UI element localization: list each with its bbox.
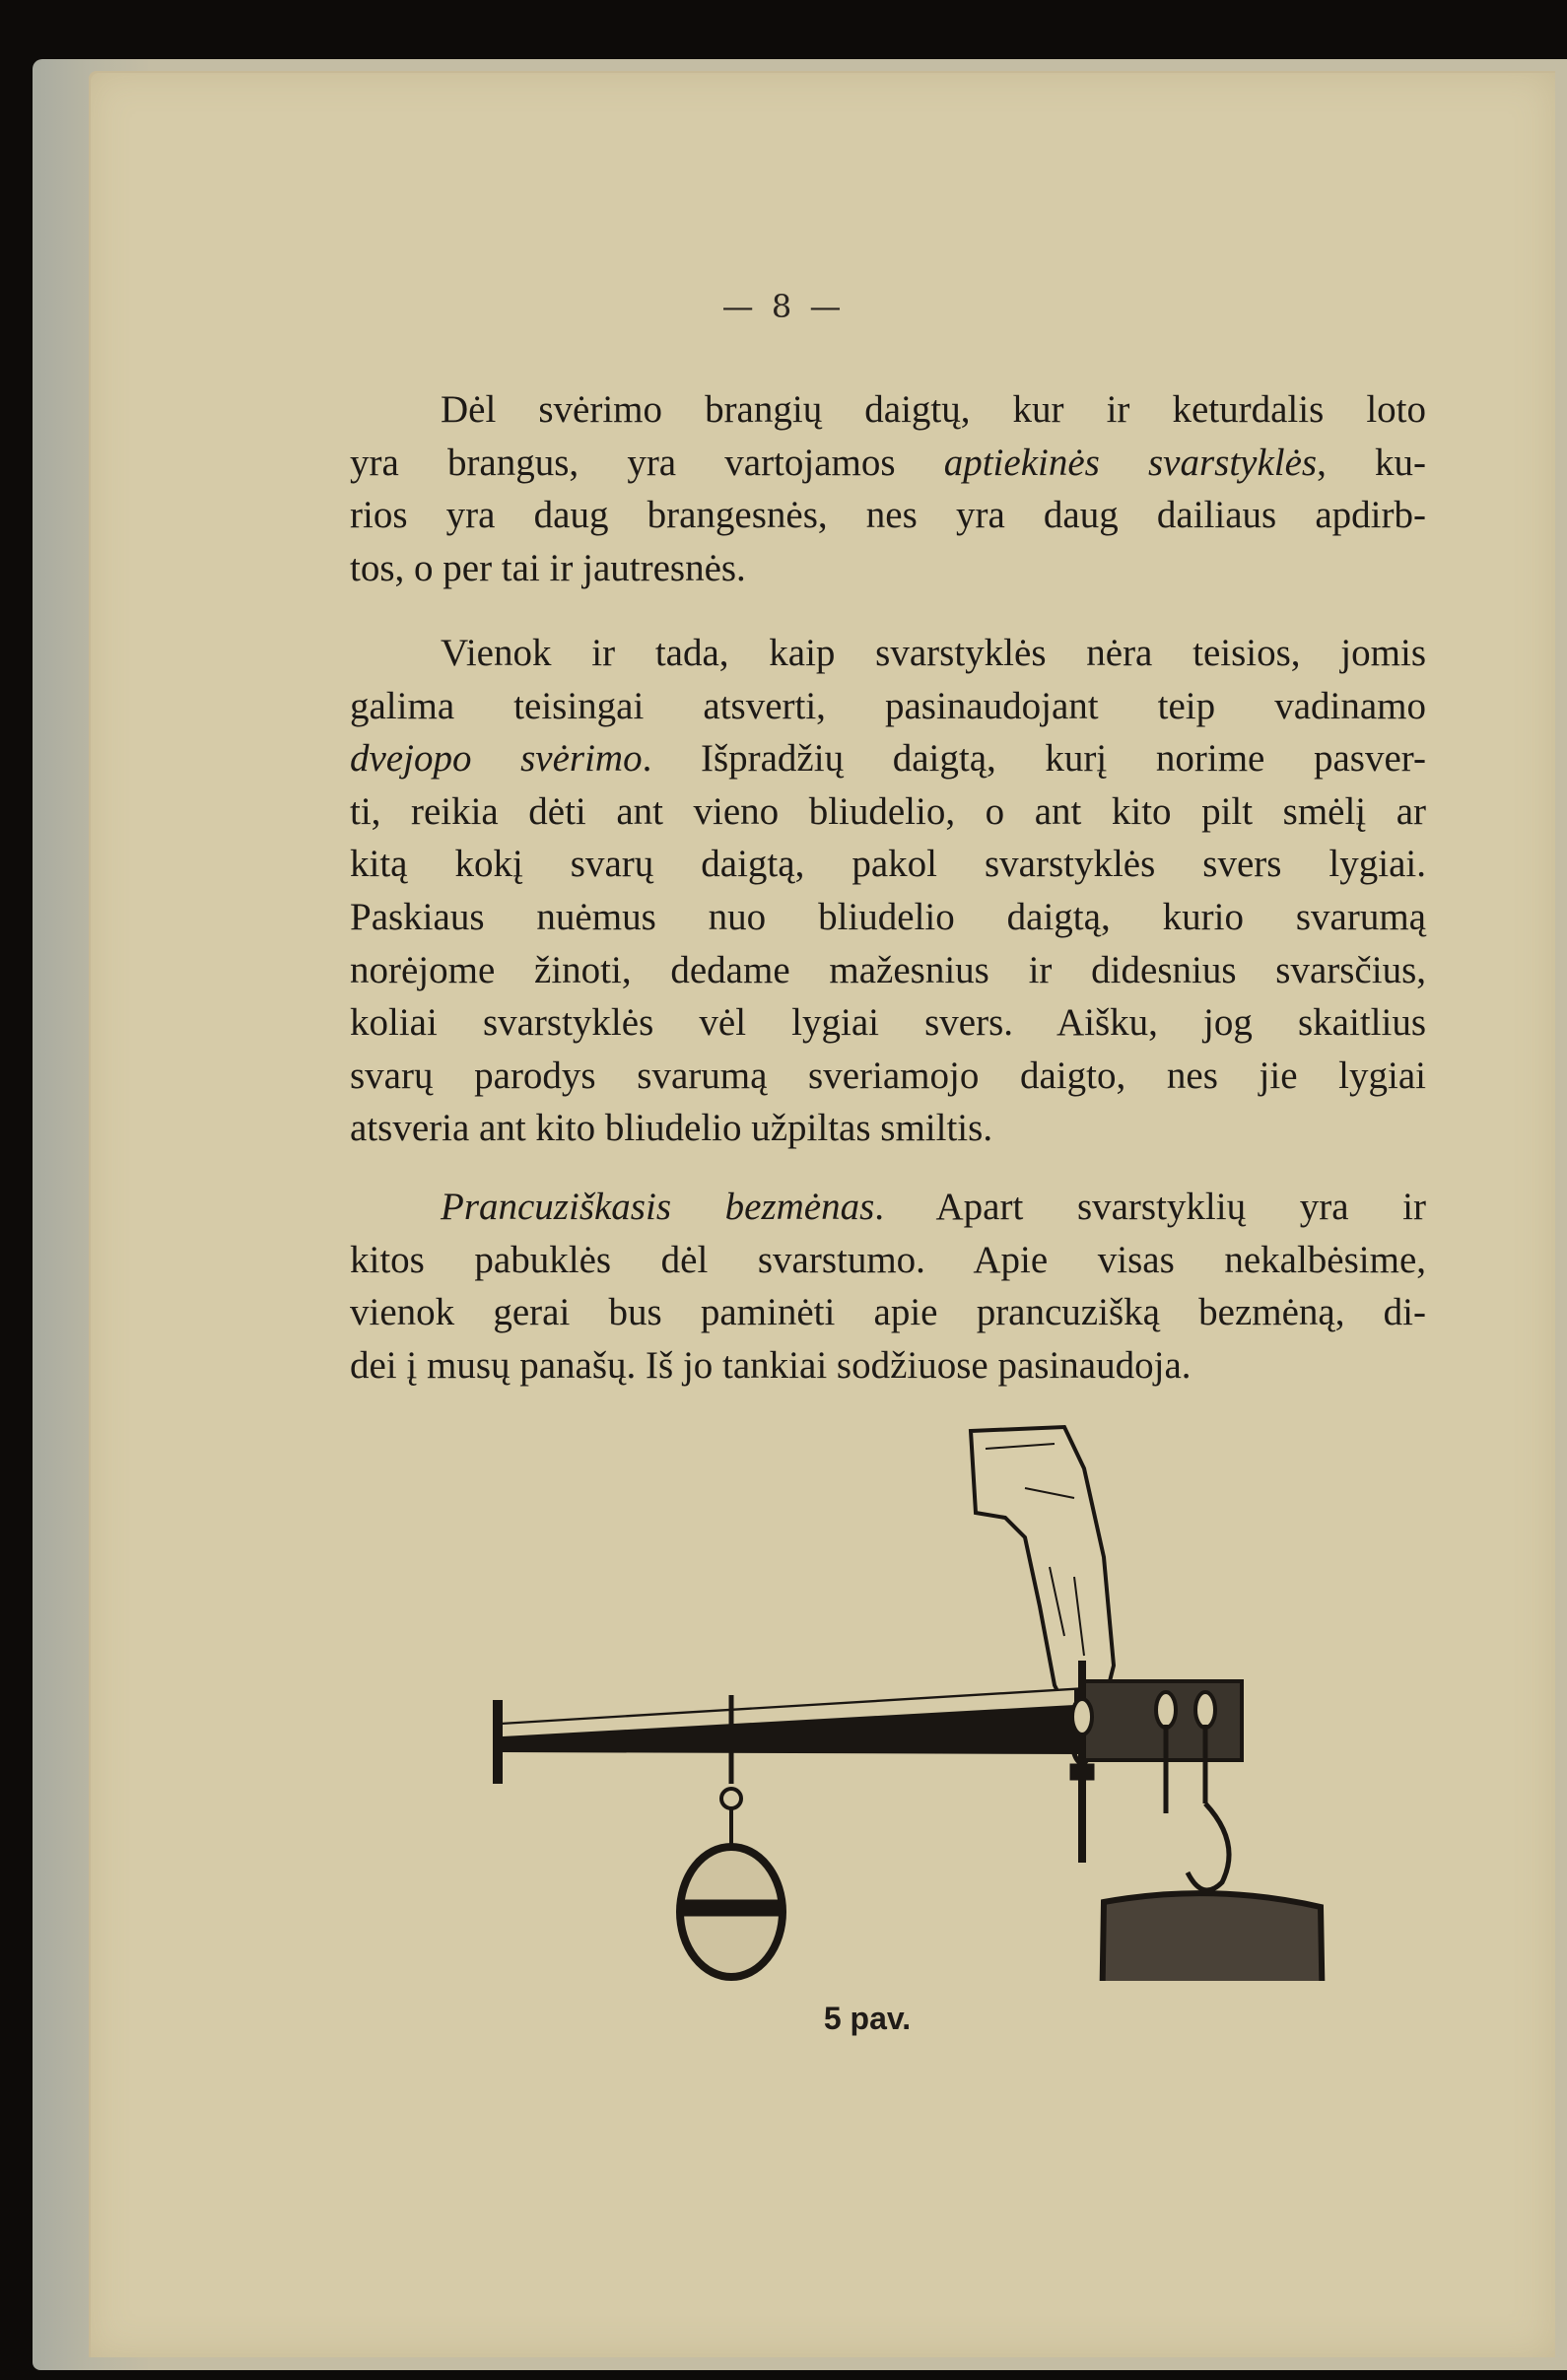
- page-number: — 8 —: [721, 288, 846, 325]
- text-line: [350, 1181, 1426, 1234]
- text-line: rios yra daug brangesnės, nes yra daug dailiaus apdirb-: [350, 494, 1426, 537]
- steelyard-illustration: [473, 1409, 1360, 1981]
- text-line: kitos pabuklės dėl svarstumo. Apie visas nekalbėsime,: [350, 1238, 1426, 1281]
- text-line: kitą kokį svarų daigtą, pakol svarstyklės svers lygiai.: [350, 843, 1426, 886]
- text-line: [350, 437, 1426, 490]
- text-segment: . Apart svarstyklių yra ir: [874, 1186, 1426, 1228]
- text-segment: yra brangus, yra vartojamos: [350, 441, 944, 484]
- text-line: tos, o per tai ir jautresnės.: [350, 546, 746, 589]
- text-line: ti, reikia dėti ant vieno bliudelio, o ant kito pilt smėlį ar: [350, 789, 1426, 833]
- text-line: [350, 732, 1426, 785]
- text-line: Vienok ir tada, kaip svarstyklės nėra teisios, jomis: [441, 632, 1426, 674]
- text-line: norėjome žinoti, dedame mažesnius ir didesnius svarsčius,: [350, 948, 1426, 991]
- steelyard-beam: [493, 1661, 1242, 1853]
- text-segment: . Išpradžių daigtą, kurį norime pasver-: [642, 737, 1426, 781]
- text-line: galima teisingai atsverti, pasinaudojant teip vadinamo: [350, 684, 1426, 727]
- text-line: svarų parodys svarumą sveriamojo daigto, nes jie lygiai: [350, 1054, 1426, 1097]
- text-segment: , ku-: [1317, 441, 1426, 484]
- text-line: atsveria ant kito bliudelio užpiltas smiltis.: [350, 1107, 993, 1150]
- italic-term: Prancuziškasis bezmėnas: [441, 1186, 875, 1228]
- paragraph-2: [350, 627, 1426, 1155]
- hand-icon: [971, 1427, 1114, 1720]
- paragraph-3: [350, 1181, 1426, 1392]
- text-line: Dėl svėrimo brangių daigtų, kur ir keturdalis loto: [441, 388, 1426, 431]
- text-line: Paskiaus nuėmus nuo bliudelio daigtą, kurio svarumą: [350, 895, 1426, 938]
- text-line: koliai svarstyklės vėl lygiai svers. Aišku, jog skaitlius: [350, 1001, 1426, 1045]
- italic-term: aptiekinės svarstyklės: [943, 441, 1318, 484]
- text-line: dei į musų panašų. Iš jo tankiai sodžiuose pasinaudoja.: [350, 1343, 1192, 1387]
- paragraph-1: [350, 383, 1426, 594]
- text-line: vienok gerai bus paminėti apie prancuzišką bezmėną, di-: [350, 1291, 1426, 1334]
- load-block: [1102, 1893, 1323, 1981]
- italic-term: dvejopo svėrimo: [350, 737, 643, 781]
- figure-caption: 5 pav.: [823, 2001, 912, 2036]
